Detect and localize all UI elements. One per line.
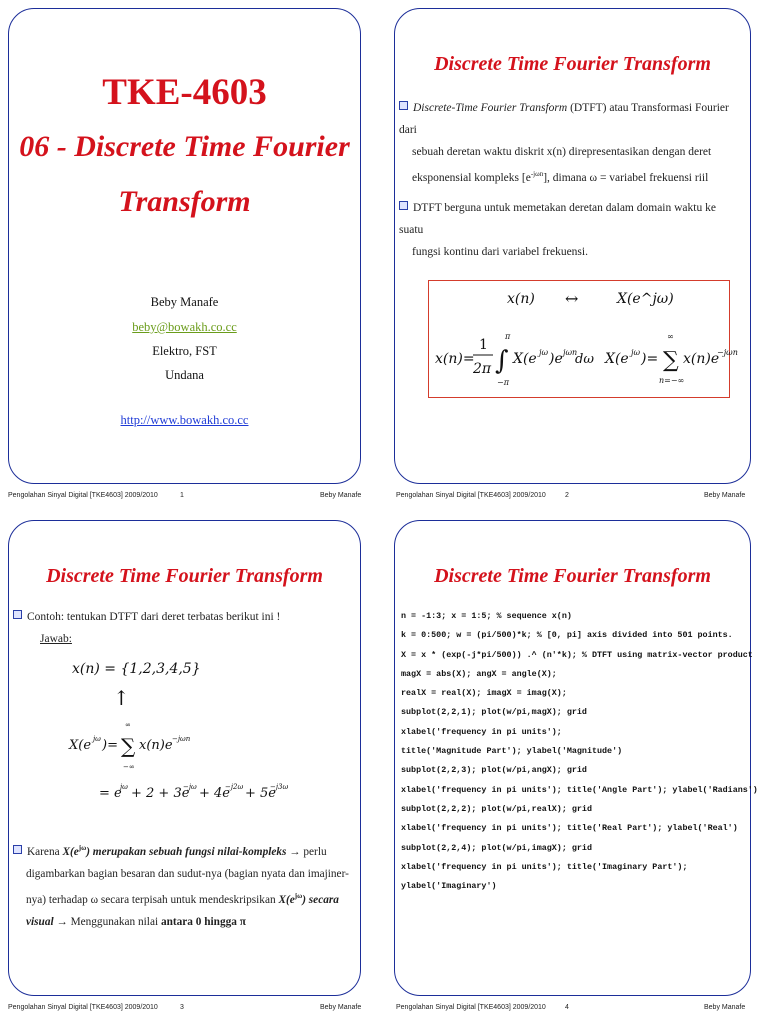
note-text: visual [26, 915, 54, 928]
bullet-square-icon [13, 610, 22, 619]
svg-text:)=: )= [641, 351, 659, 367]
code-line: xlabel('frequency in pi units'); title('Imaginary Part'); [401, 861, 688, 872]
code-line: xlabel('frequency in pi units'); title('Real Part'); ylabel('Real') [401, 823, 738, 834]
svg-text:X(e: X(e [605, 351, 629, 367]
note-text: antara 0 hingga π [160, 915, 246, 928]
note-text: ) merupakan sebuah fungsi nilai-kompleks [86, 845, 287, 858]
svg-text:−j2ω: −j2ω [225, 783, 244, 791]
note-text: Karena [27, 845, 63, 858]
exponent: -jωn [530, 170, 544, 178]
code-line: xlabel('frequency in pi units'); title('Angle Part'); ylabel('Radians') [401, 784, 758, 795]
svg-text:∞: ∞ [125, 721, 131, 729]
svg-text:2π: 2π [473, 361, 492, 377]
svg-text:+ 2 + 3e: + 2 + 3e [131, 786, 190, 801]
slide-title: Discrete Time Fourier Transform [434, 565, 711, 587]
svg-text:dω: dω [575, 352, 594, 367]
dtft-term: Discrete-Time Fourier Transform [413, 102, 568, 114]
sequence-definition: x(n) = {1,2,3,4,5} [72, 661, 201, 677]
forward-dtft-formula [575, 321, 738, 391]
code-line: n = -1:3; x = 1:5; % sequence x(n) [401, 611, 572, 621]
pair-arrow: ↔ [565, 289, 579, 308]
svg-text:−jωn: −jωn [172, 735, 191, 743]
slide-2 [394, 8, 751, 484]
matlab-code-block [401, 607, 758, 896]
svg-text:−jωn: −jωn [717, 348, 738, 357]
slide-title: Discrete Time Fourier Transform [46, 565, 323, 587]
code-line: subplot(2,2,3); plot(w/pi,angX); grid [401, 765, 587, 776]
inverse-dtft-formula [433, 321, 583, 391]
course-code: TKE-4603 [102, 72, 267, 113]
footer-author: Beby Manafe [320, 1004, 362, 1011]
origin-arrow: ↑ [113, 686, 130, 710]
footer-course: Pengolahan Sinyal Digital [TKE4603] 2009/2010 [8, 492, 158, 499]
author-name: Beby Manafe [150, 295, 219, 309]
dtft-formula-box [428, 280, 738, 398]
slide-title: Discrete Time Fourier Transform [434, 53, 711, 75]
svg-text:jωn: jωn [563, 348, 578, 357]
code-line: k = 0:500; w = (pi/500)*k; % [0, pi] axis divided into 501 points. [401, 630, 733, 641]
svg-text:n=−∞: n=−∞ [659, 376, 685, 385]
footer-course: Pengolahan Sinyal Digital [TKE4603] 2009/2010 [396, 1004, 546, 1011]
note-text: → Menggunakan nilai [53, 915, 161, 928]
bullet-text: DTFT berguna untuk memetakan deretan dalam domain waktu ke suatu [399, 202, 716, 236]
code-line: subplot(2,2,4); plot(w/pi,imagX); grid [401, 842, 592, 853]
pair-time-signal: x(n) [507, 291, 535, 307]
svg-text:+ 5e: + 5e [245, 786, 276, 801]
svg-text:∫: ∫ [495, 346, 509, 376]
footer-author: Beby Manafe [704, 1004, 746, 1011]
code-line: subplot(2,2,2); plot(w/pi,realX); grid [401, 803, 592, 814]
note-text: ) secara [302, 893, 339, 906]
example-bullet [13, 606, 353, 650]
slide-3 [8, 520, 361, 996]
code-line: magX = abs(X); angX = angle(X); [401, 668, 557, 679]
department: Elektro, FST [152, 344, 217, 358]
bullet-square-icon [399, 101, 408, 110]
bullet-text: fungsi kontinu dari variabel frekuensi. [412, 246, 588, 258]
bullet-square-icon [399, 201, 408, 210]
footer-course: Pengolahan Sinyal Digital [TKE4603] 2009/2010 [8, 1004, 158, 1011]
note-text: → perlu [286, 845, 327, 858]
note-text: X(e [62, 845, 79, 858]
footer-course: Pengolahan Sinyal Digital [TKE4603] 2009/2010 [396, 492, 546, 499]
svg-text:−j3ω: −j3ω [270, 783, 289, 791]
dtft-definition-bullet [399, 97, 739, 189]
footer-page-number: 3 [180, 1004, 184, 1011]
slide-1 [8, 8, 361, 484]
svg-text:1: 1 [479, 337, 488, 353]
bullet-square-icon [13, 845, 22, 854]
note-text: nya) terhadap ω secara terpisah untuk mendeskripsikan [26, 893, 279, 906]
svg-text:x(n)e: x(n)e [683, 351, 720, 367]
svg-text:−π: −π [497, 378, 509, 387]
slide-4 [394, 520, 758, 996]
footer-author: Beby Manafe [320, 492, 362, 499]
bullet-text: sebuah deretan waktu diskrit x(n) direpresentasikan dengan deret [412, 146, 712, 158]
footer-page-number: 2 [565, 492, 569, 499]
footer-author: Beby Manafe [704, 492, 746, 499]
svg-text:jω: jω [120, 783, 128, 791]
complex-function-note [13, 837, 358, 933]
svg-text:π: π [505, 332, 511, 341]
svg-text:x(n)e: x(n)e [139, 738, 173, 753]
bullet-text: ], dimana ω = variabel frekuensi riil [543, 171, 709, 184]
svg-text:x(n)=: x(n)= [435, 351, 475, 367]
svg-text:X(e: X(e [69, 738, 92, 753]
note-text: digambarkan bagian besaran dan sudut-nya (bagian nyata dan imajiner- [26, 867, 349, 880]
svg-text:−jω: −jω [183, 783, 197, 791]
code-line: xlabel('frequency in pi units'); [401, 726, 562, 737]
code-line: ylabel('Imaginary') [401, 881, 497, 892]
footer-page-number: 4 [565, 1004, 569, 1011]
svg-text:X(e: X(e [513, 351, 537, 367]
code-line: title('Magnitude Part'); ylabel('Magnitude') [401, 746, 623, 757]
dtft-example-derivation [69, 711, 289, 807]
svg-text:+ 4e: + 4e [199, 786, 230, 801]
footer-page-number: 1 [180, 492, 184, 499]
svg-text:= e: = e [99, 786, 122, 801]
svg-text:)=: )= [102, 738, 118, 753]
university: Undana [165, 368, 204, 382]
note-text: jω [78, 844, 87, 852]
svg-text:∞: ∞ [667, 332, 674, 341]
bullet-text: eksponensial kompleks [e [412, 171, 531, 184]
svg-text:∑: ∑ [121, 734, 136, 758]
bullet-text: (DTFT) atau Transformasi Fourier dari [399, 102, 729, 136]
note-text: jω [294, 891, 303, 900]
code-line: X = x * (exp(-j*pi/500)) .^ (n'*k); % DTFT using matrix-vector product [401, 649, 753, 660]
author-email-link[interactable]: beby@bowakh.co.cc [132, 320, 237, 334]
pair-frequency-signal: X(e^jω) [617, 291, 674, 307]
website-link[interactable]: http://www.bowakh.co.cc [120, 413, 249, 427]
bullet-text: Contoh: tentukan DTFT dari deret terbatas berikut ini ! [27, 611, 281, 623]
answer-label: Jawab: [40, 633, 72, 645]
note-text: X(e [278, 893, 295, 906]
svg-text:jω: jω [93, 735, 101, 743]
code-line: realX = real(X); imagX = imag(X); [401, 688, 567, 699]
svg-text:jω: jω [631, 348, 641, 357]
lecture-title-line1: 06 - Discrete Time Fourier [19, 130, 350, 163]
lecture-title-line2: Transform [118, 185, 251, 218]
svg-text:∑: ∑ [663, 348, 679, 373]
dtft-purpose-bullet [399, 197, 739, 263]
svg-text:−∞: −∞ [123, 763, 135, 771]
svg-text:)e: )e [549, 351, 563, 367]
svg-text:jω: jω [539, 348, 549, 357]
code-line: subplot(2,2,1); plot(w/pi,magX); grid [401, 707, 587, 718]
